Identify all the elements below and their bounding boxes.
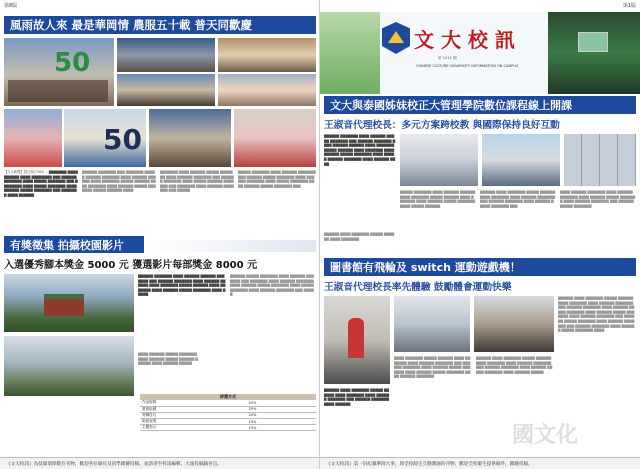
headline-decor-strip bbox=[150, 240, 316, 252]
awards-table-title: 評選方式 bbox=[140, 394, 316, 400]
photo-awarding bbox=[149, 109, 231, 167]
banner-50-text-b: 50 bbox=[103, 123, 142, 156]
article-alumni-lead: 【文大新聞】農社創立50年… bbox=[4, 170, 48, 174]
photo-ceremony bbox=[218, 74, 316, 106]
banner-50-text: 50 bbox=[54, 48, 91, 78]
headline-video-contest: 有獎徵集 拍攝校園影片 bbox=[4, 236, 144, 253]
table-row: 畫面取鏡 25% bbox=[140, 406, 316, 412]
table-row: 創意表現 15% bbox=[140, 419, 316, 425]
photo-singer bbox=[234, 109, 316, 167]
masthead-issue: 第 1011 期 bbox=[438, 56, 457, 60]
masthead-title: 文 大 校 訊 bbox=[414, 28, 515, 52]
headline-principal-remark: 王淑音代理校長：多元方案跨校教 與國際保持良好互動 bbox=[324, 120, 560, 131]
table-row: 主題契合 15% bbox=[140, 425, 316, 431]
article-contest-col1: ▇▇▇▇▇▇ ▇▇▇▇▇▇▇ ▇▇▇▇ ▇▇▇▇▇▇ ▇▇▇▇▇▇ ▇▇▇▇▇▇▇ ▇▇▇ ▇▇▇▇▇▇ ▇▇▇▇▇▇▇ ▇▇▇▇ ▇▇▇▇▇▇ ▇▇▇▇▇▇ ▇▇▇▇ ▇▇▇▇▇▇▇ ▇▇▇▇▇ ▇▇▇▇▇▇ ▇▇▇▇ ▇▇▇▇▇▇▇ ▇▇▇▇ ▇▇▇▇▇▇ ▇▇▇▇▇ ▇▇▇▇▇▇▇ ▇▇▇▇ ▇▇▇▇▇ bbox=[138, 274, 226, 297]
article-library-col2: ▇▇▇▇ ▇▇▇▇▇▇▇ ▇▇▇▇▇ ▇▇▇▇▇▇ ▇▇▇▇ ▇▇▇▇▇▇▇ ▇▇▇▇ ▇▇▇▇▇▇ ▇▇▇▇▇▇▇ ▇▇▇ ▇▇▇▇▇▇ ▇▇▇▇▇▇▇ ▇▇▇▇ ▇▇▇▇▇▇ ▇▇▇▇▇ ▇▇▇▇▇▇▇ ▇▇▇▇ ▇▇▇▇▇▇ ▇▇▇▇▇ ▇▇▇▇▇▇▇ ▇▇▇▇ ▇▇▇▇▇▇ ▇▇▇▇▇▇▇ bbox=[394, 356, 471, 379]
footer-right: 《文大校訊》第一份紀載華岡大事，與全校師生互動溝通的刊物，歡迎全校師生提供稿件，踴躍投稿。 bbox=[320, 457, 640, 469]
article-library-col4: ▇▇▇▇▇▇ ▇▇▇▇ ▇▇▇▇▇▇▇ ▇▇▇▇▇ ▇▇▇▇▇▇ ▇▇▇▇ ▇▇▇▇▇▇▇ ▇▇▇▇ ▇▇▇▇▇▇ ▇▇▇▇▇▇▇ ▇▇▇ ▇▇▇▇▇▇ ▇▇▇▇▇▇▇ ▇▇▇▇ ▇▇▇▇▇▇ ▇▇▇▇▇ ▇▇▇▇▇▇▇ ▇▇▇▇ ▇▇▇▇▇▇ ▇▇▇▇▇ ▇▇▇▇▇▇▇ ▇▇▇▇ ▇▇▇▇▇▇ ▇▇▇▇▇▇▇ ▇▇▇ ▇▇▇▇▇▇ ▇▇▇▇▇ ▇▇▇▇▇▇▇ ▇▇▇▇ ▇▇▇▇▇▇ ▇▇▇▇▇▇▇ ▇▇▇ ▇▇▇▇▇▇ ▇▇▇▇▇▇▇ ▇▇▇▇ ▇▇▇▇▇▇ ▇▇▇▇▇ ▇▇▇▇▇▇▇ ▇▇▇▇ bbox=[558, 296, 635, 333]
headline-alumni-anniversary: 風雨故人來 最是華岡情 農服五十載 普天同歡慶 bbox=[4, 16, 316, 34]
article-thailand-col2: ▇▇▇▇▇ ▇▇▇▇▇▇▇ ▇▇▇▇ ▇▇▇▇▇▇ ▇▇▇▇▇▇ ▇▇▇▇ ▇▇▇▇▇▇▇ ▇▇▇▇▇ ▇▇▇▇▇▇ ▇▇▇▇ ▇▇▇▇▇▇▇ ▇▇▇▇ ▇▇▇▇▇▇ ▇▇▇▇▇ ▇▇▇▇▇▇▇ ▇▇▇▇ ▇▇▇▇▇ ▇▇▇▇▇▇ bbox=[400, 190, 476, 208]
article-thailand-col3: ▇▇▇▇▇▇ ▇▇▇▇ ▇▇▇▇▇▇▇ ▇▇▇▇▇ ▇▇▇▇▇▇ ▇▇▇▇ ▇▇▇▇▇▇▇ ▇▇▇▇ ▇▇▇▇▇▇ ▇▇▇▇▇▇▇ ▇▇▇ ▇▇▇▇▇▇ ▇▇▇▇▇▇▇ ▇▇▇▇ ▇▇▇▇▇▇ ▇▇▇▇▇ ▇▇▇▇▇▇▇ ▇▇▇ bbox=[480, 190, 556, 208]
photo-online-class-2 bbox=[482, 134, 560, 186]
photo-campus-aerial bbox=[4, 336, 134, 396]
headline-prize-amounts: 入選優秀腳本獎金 5000 元 獲選影片每部獎金 8000 元 bbox=[4, 260, 258, 270]
article-alumni-col3: ▇▇▇▇▇▇▇ ▇▇▇▇ ▇▇▇▇▇▇ ▇▇▇▇▇ ▇▇▇▇▇▇▇ ▇▇▇▇ ▇▇▇▇▇▇ ▇▇▇▇▇▇▇ ▇▇▇ ▇▇▇▇▇▇ ▇▇▇▇▇▇▇ ▇▇▇▇ ▇▇▇▇▇ ▇▇▇▇▇▇ ▇▇▇▇▇▇▇ ▇▇▇ ▇▇▇▇▇▇▇ ▇▇▇▇ ▇▇▇▇▇▇ ▇▇▇▇▇▇▇ ▇▇▇ ▇▇▇▇▇ bbox=[160, 170, 234, 193]
article-thailand-col4: ▇▇▇▇ ▇▇▇▇▇▇ ▇▇▇▇▇▇▇ ▇▇▇▇ ▇▇▇▇▇▇ ▇▇▇▇▇▇▇ ▇▇▇▇ ▇▇▇▇▇▇ ▇▇▇▇▇ ▇▇▇▇▇▇▇ ▇▇▇▇ ▇▇▇▇▇▇ ▇▇▇▇▇▇▇ ▇▇▇ ▇▇▇▇▇▇ ▇▇▇▇▇ ▇▇▇▇▇▇▇ bbox=[560, 190, 636, 208]
watermark: 國文化 bbox=[512, 422, 579, 448]
photo-switch-game bbox=[394, 296, 470, 352]
page-number-left: 第8版 bbox=[4, 3, 18, 9]
photo-group-indoor bbox=[218, 38, 316, 72]
university-logo-icon bbox=[382, 22, 410, 54]
photo-speaker-left bbox=[4, 109, 62, 167]
headline-thailand-course: 文大與泰國姊妹校正大管理學院數位課程線上開課 bbox=[324, 96, 636, 114]
footer-left: 《文大校訊》為低碳環保數位刊物，歡迎各位師長及同學踴躍投稿，並請寄至校訊編輯，大報投稿隨喜出。 bbox=[0, 457, 320, 469]
photo-group-library bbox=[474, 296, 554, 352]
photo-group-banner bbox=[4, 38, 114, 106]
masthead bbox=[320, 12, 640, 94]
article-contest-col2: ▇▇▇▇▇▇ ▇▇▇▇▇ ▇▇▇▇▇▇▇ ▇▇▇▇ ▇▇▇▇▇▇ ▇▇▇▇▇▇▇ ▇▇▇ ▇▇▇▇▇▇▇ ▇▇▇▇ ▇▇▇▇▇▇ ▇▇▇▇▇▇▇ ▇▇▇▇ ▇▇▇▇▇▇ ▇▇▇▇▇ ▇▇▇▇▇▇▇ ▇▇▇▇ ▇▇▇▇▇ ▇▇▇▇▇▇▇ ▇▇▇▇ ▇▇▇▇▇▇ ▇▇▇▇▇▇▇ ▇▇▇ ▇▇▇▇▇ bbox=[230, 274, 314, 297]
photo-seated-guests bbox=[117, 74, 215, 106]
right-page bbox=[320, 0, 640, 469]
headline-principal-experience: 王淑音代理校長率先體驗 鼓勵體會運動快樂 bbox=[324, 282, 512, 293]
photo-video-grid bbox=[564, 134, 636, 186]
article-contest-col3: ▇▇▇▇ ▇▇▇▇▇▇ ▇▇▇▇▇ ▇▇▇▇▇▇▇ ▇▇▇▇ ▇▇▇▇▇▇ ▇▇▇▇▇ ▇▇▇▇▇▇ ▇▇▇▇▇▇ ▇▇▇▇ ▇▇▇▇▇▇ ▇▇▇▇▇ bbox=[138, 352, 198, 366]
photo-spin-bike bbox=[324, 296, 390, 384]
photo-campus-landscape bbox=[4, 274, 134, 332]
awards-table bbox=[140, 394, 316, 431]
masthead-subtitle: CHINESE CULTURE UNIVERSITY INFORMATION ON CAMPUS bbox=[416, 64, 519, 68]
masthead-photo-right bbox=[548, 12, 640, 94]
page-number-right: 第1版 bbox=[622, 3, 636, 9]
article-alumni-col4: ▇▇▇▇▇ ▇▇▇▇▇▇▇ ▇▇▇▇ ▇▇▇▇▇▇ ▇▇▇▇▇▇▇ ▇▇▇ ▇▇▇▇▇▇ ▇▇▇▇▇ ▇▇▇▇▇▇▇ ▇▇▇▇ ▇▇▇▇▇▇ ▇▇▇▇▇▇▇ ▇▇▇▇ ▇▇▇▇▇ ▇▇▇▇▇▇▇ ▇▇▇▇ ▇▇▇▇▇▇ ▇▇▇▇▇ ▇▇▇▇▇▇▇ ▇▇▇ bbox=[238, 170, 316, 188]
article-thailand-col1: ▇▇▇▇▇▇ ▇▇▇▇▇▇▇ ▇▇▇▇ ▇▇▇▇▇▇ ▇▇▇▇▇ ▇▇▇▇▇▇▇ ▇▇▇ ▇▇▇▇▇▇ ▇▇▇▇▇▇▇ ▇▇▇▇ ▇▇▇▇▇▇ ▇▇▇▇▇▇ ▇▇▇▇ ▇▇▇▇▇▇▇ ▇▇▇▇▇ ▇▇▇▇▇▇ ▇▇▇▇ ▇▇▇▇▇▇▇ ▇▇▇▇ ▇▇▇▇▇▇ ▇▇▇▇▇ ▇▇▇▇▇▇▇ ▇▇▇▇ ▇▇▇▇▇ ▇▇▇▇▇▇ ▇▇▇▇▇▇▇ ▇▇▇▇ ▇▇▇▇▇▇ ▇▇▇▇ bbox=[324, 134, 396, 166]
photo-audience bbox=[117, 38, 215, 72]
headline-library-fitness: 圖書館有飛輪及 switch 運動遊戲機！ bbox=[324, 258, 636, 276]
table-row: 作品展映 25% bbox=[140, 400, 316, 406]
article-thailand-col1b: ▇▇▇▇▇▇ ▇▇▇▇ ▇▇▇▇▇▇▇ ▇▇▇▇▇ ▇▇▇▇▇▇ ▇▇▇▇ ▇▇▇▇▇▇▇ bbox=[324, 232, 395, 241]
masthead-photo-left bbox=[320, 12, 380, 94]
photo-speaker-middle bbox=[64, 109, 146, 167]
article-library-col1: ▇▇▇▇▇▇ ▇▇▇▇ ▇▇▇▇▇▇▇ ▇▇▇▇▇ ▇▇▇▇▇▇ ▇▇▇▇ ▇▇▇▇▇▇▇ ▇▇▇▇ ▇▇▇▇▇▇ ▇▇▇▇▇▇▇ ▇▇▇ ▇▇▇▇▇▇ ▇▇▇▇▇▇▇ ▇▇▇▇ ▇▇▇▇▇▇ bbox=[324, 388, 390, 406]
article-alumni-col2: ▇▇▇▇▇▇ ▇▇▇▇▇▇▇ ▇▇▇ ▇▇▇▇▇▇▇ ▇▇▇▇▇ ▇▇▇▇▇▇ ▇▇▇▇▇▇▇ ▇▇▇▇ ▇▇▇▇▇▇ ▇▇▇▇▇▇ ▇▇▇▇ ▇▇▇▇▇▇▇ ▇▇▇▇▇ ▇▇▇▇▇▇ ▇▇▇▇ ▇▇▇▇▇▇▇ ▇▇▇▇ ▇▇▇▇▇▇ ▇▇▇▇▇ ▇▇▇▇▇▇▇ ▇▇▇▇▇ ▇▇▇▇▇▇ ▇▇▇▇ bbox=[82, 170, 156, 193]
article-library-col3: ▇▇▇▇▇▇ ▇▇▇▇ ▇▇▇▇▇▇▇ ▇▇▇▇▇ ▇▇▇▇▇▇ ▇▇▇▇ ▇▇▇▇▇▇▇ ▇▇▇▇ ▇▇▇▇▇▇ ▇▇▇▇▇▇▇ ▇▇▇ ▇▇▇▇▇▇ ▇▇▇▇▇▇▇ ▇▇▇▇ ▇▇▇▇▇▇ ▇▇▇▇▇ ▇▇▇▇▇▇▇ ▇▇▇▇ ▇▇▇▇▇▇ ▇▇▇▇▇ bbox=[476, 356, 553, 374]
photo-online-class-1 bbox=[400, 134, 478, 186]
article-alumni-col1: 【文大新聞】農社創立50年… ▇▇▇▇▇▇▇ ▇▇▇▇ ▇▇▇▇▇▇ ▇▇▇▇ ▇▇▇▇▇▇▇▇ ▇▇▇ ▇▇▇▇▇▇ ▇▇▇▇▇▇▇ ▇▇▇▇ ▇▇▇▇▇ ▇▇▇▇▇▇▇ ▇▇▇ ▇▇▇▇▇▇▇▇ ▇▇▇▇ ▇▇▇▇▇ ▇▇▇▇▇▇▇ ▇▇▇▇ ▇▇▇▇▇▇ ▇▇▇▇▇ ▇▇▇▇▇▇▇ ▇▇▇ ▇▇▇▇▇▇▇ ▇▇▇▇ ▇▇▇▇▇▇ bbox=[4, 170, 78, 197]
table-row: 剪輯技巧 20% bbox=[140, 412, 316, 418]
